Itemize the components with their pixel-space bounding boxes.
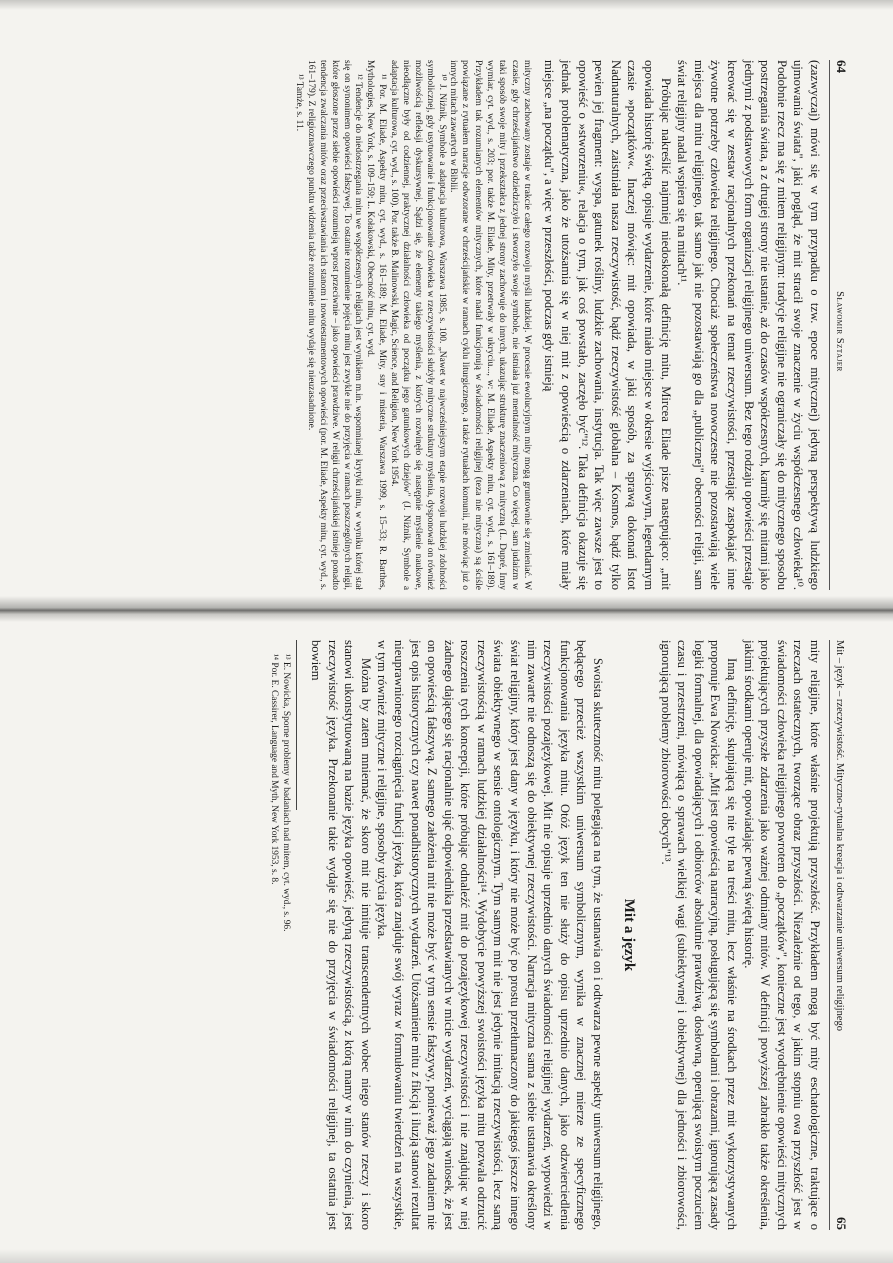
page-number: 65 [834, 1217, 849, 1230]
footnotes [292, 60, 447, 590]
page-body [307, 640, 823, 1230]
book-gutter-shadow [0, 596, 893, 622]
page-64 [48, 60, 848, 590]
footnote: ¹³ E. Nowicka, Sporne problemy w badaniach nad mitem, cyt. wyd., s. 96. [281, 654, 292, 932]
page-number: 64 [834, 60, 849, 73]
page-body [447, 60, 823, 590]
running-head: Sławomir Sztajer [834, 291, 845, 372]
footnote: ¹² Tendencje do niedostrzegania mitu we współczesnych religiach jest wynikiem m.in. wspomnianej krytyki mitu, w wyniku której stał się on synonimem opowieści fałszywej. To ostatnie rozumienie pojęcia mitu jest zwykle nie do przyjęcia w ramach poszczególnych religii, które głoszone przez siebie opowieści rozumieją wprost przeciwnie – jako opowieści prawdziwe. W religii chrześcijańskiej istnieje ponadto tendencja zwalczania mitów oraz przeciwstawiania ich stanom i nowotestamentowych opowieści (por. M. Eliade, Aspekty mitu, cyt. wyd., s. 161–179). Z religioznawczego punktu widzenia także rozumienie mitu wydaje się nieuzasadnione. [305, 60, 364, 590]
footnote-continuation: mityczny zachowany zostaje w trakcie całego rozwoju myśli ludzkiej. W procesie ewolucyjnym mity mogą gruntownie się zmieniać. W czasie, gdy chrześcijaństwo odziedziczyło i stworzyło swoje symbole, nie istniała już mentalność mityczna. Co więcej, sam judaizm w taki sposób swoje mity i przekształca z jednej strony zachowuje do innych, ukazując strukturę znaczeniową z mityczną (L. Dupré, Inny wymiar, cyt. wyd., s. 203; por. także M. Eliade, Mity, przetrwały w ukryciu..., w: M. Eliade, Aspekty mitu, cyt. wyd., s. 161–189). Przykładem tak rozumianych elementów mitycznych, które nadal funkcjonują w świadomości religijnej (teza nie mityczna) są ściśle powiązane z rytuałem narracje odwzorane w chrześcijańskie w ramach cyklu liturgicznego, a także rytuałach komunii, nie mówiąc już o innych mitach zawartych w Biblii. [448, 60, 533, 590]
page-header [829, 640, 848, 1230]
page-65 [38, 640, 848, 1230]
footnote: ¹⁰ J. Niżnik, Symbole a adaptacja kulturowa, Warszawa 1985, s. 100. „Nawet w najwcześniejszym etapie rozwoju ludzkiej zdolności symbolicznej, gdy usytuowanie i funkcjonowanie człowieka w rzeczywistości służyły mityczne struktury myślenia, dysponował on również możliwością refleksji dyskursywnej. Sądzi się, że elementy takiego myślenia, z których rozwinęło się następnie myślenie naukowe, nieodłączne były od codziennej, praktycznej działalności człowieka od początku jego gatunkowych dziejów" (J. Niżnik, Symbole a adaptacja kulturowa, cyt. wyd., s. 100). Por. także B. Malinowski, Magic, Science, and Religion, New York 1954. [389, 60, 447, 590]
paragraph: Inną definicję, skupiającą się nie tyle na treści mitu, lecz właśnie na środkach przez mit wykorzystywanych proponuje Ewa Nowicka: „Mit jest opowieścią narracyjną, posługującą się symbolami i obrazami, ignorującą zasady logiki formalnej, dla opowiadających i odbiorców absolutnie prawdziwą, dosłowną, operującą swoistym poczuciem czasu i przestrzeni, mówiącą o sprawach wielkiej wagi (subiektywnej i obiektywnej) dla jedności i zbiorowości, ignorującą problemy zbiorowości obcych"¹³. [658, 640, 740, 1230]
footnote: ¹¹ Por. M. Eliade, Aspekty mitu, cyt. wyd., s. 161–189; M. Eliade, Mity, sny i misteria, Warszawa 1999, s. 15–33; R. Barthes, Mythologies, New York, s. 109–159; L. Kołakowski, Obecność mitu, cyt. wyd. [365, 60, 388, 590]
footnote: ¹⁴ Por. E. Cassirer, Language and Myth, New York 1953, s. 8. [269, 654, 280, 885]
footnote: ¹³ Tamże, s. 11. [293, 74, 304, 132]
section-title: Mit a język [621, 898, 638, 972]
footnotes [268, 640, 292, 1230]
paragraph: mity religijne, które właśnie projektują przyszłość. Przykładem mogą być mity eschatologiczne, traktujące o rzeczach ostatecznych, tworzące obraz przyszłości. Niezależnie od tego, w jakim stopniu owa przyszłość jest w świadomości człowieka religijnego powrotem do „początków", konieczne jest wyodrębnienie opowieści mitycznych projektujących przyszłe zdarzenia jako ważnej odmiany mitów. W definicji powyższej zabrakło także określenia, jakimi środkami operuje mit, opowiadając pewną świętą historię. [741, 640, 822, 1230]
paragraph: Swoista skuteczność mitu polegająca na tym, że ustanawia on i odtwarza pewne aspekty uniwersum religijnego, będącego przecież wszystkim uniwersum symbolicznym, wynika w znacznej mierze ze specyficznego funkcjonowania języka mitu. Otóż język ten nie służy do opisu uprzednio danych, jako odzwierciedlenia rzeczywistości pozajęzykowej. Mit nie opisuje uprzednio danych świadomości religijnej wydarzeń, wypowiedzi w nim zawarte nie odnoszą się do obiektywnej rzeczywistości. Narracja mityczna sama z siebie ustanawia określony świat religijny, który jest dany w języku, i który nie może być po prostu przetłumaczony do jakiegoś jeszcze innego świata obiektywnego w sensie ontologicznym. Tym samym mit nie jest jedynie imitacją rzeczywistości, lecz samą rzeczywistością w ramach ludzkiej działalności¹⁴. Wydobycie powyższej swoistości języka mitu pozwala odrzucić roszczenia tych koncepcji, które próbując odnaleźć mit do pozajęzykowej rzeczywistości i nie znajdując w niej żadnego dającego się racjonalnie ująć odpowiednika przedstawianych w micie wydarzeń, wyciągają wniosek, że jest on opowieścią fałszywą. Z samego założenia mit nie może być w tym sensie fałszywy, ponieważ jego zadaniem nie jest opis historycznych czy nawet ponadhistorycznych wydarzeń. Utożsamienie mitu z fikcją i iluzją stanowi rezultat nieuprawnionego rozciągnięcia funkcji języka, która znajduje swój wyraz w formułowaniu twierdzeń na wszystkie, w tym również mityczne i religijne, sposoby użycia języka. [375, 640, 606, 1230]
footnote-rule [296, 640, 297, 810]
paragraph: Próbując nakreślić najmniej niedoskonałą definicję mitu, Mircea Eliade pisze następująco: „mit opowiada historię świętą, opisuje wydarzenie, które miało miejsce w okresie wyjściowym, legendarnym czasie »początków«. Inaczej mówiąc: mit opowiada, w jaki sposób, za sprawą dokonań Istot Nadnaturalnych, zaistniała nasza rzeczywistość, bądź rzeczywistość globalna – Kosmos, bądź tylko pewien jej fragment: wyspa, gatunek rośliny, ludzkie zachowania, instytucja. Tak więc zawsze jest to opowieść o »stworzeniu«, relacja o tym, jak coś powstało, zaczęło być"¹². Taka definicja okazuje się jednak problematyczna, jako że utożsamia się w niej mit z opowieścią o zdarzeniach, które miały miejsce „na początku", a więc w przeszłości, podczas gdy istnieją [542, 60, 673, 590]
scan-bottom-edge [0, 1249, 893, 1263]
page-header [829, 60, 848, 590]
scan-top-edge [0, 0, 893, 10]
running-head: Mit – język – rzeczywistość. Mityczno-rytualna kreacja i odtwarzanie uniwersum religijnego [834, 640, 845, 1031]
paragraph: (zazwyczaj) mówi się w tym przypadku o tzw. epoce mitycznej) jedyną perspektywą ludzkiego ujmowania świata", jaki pogląd, że mit stracił swoje znaczenie w życiu współczesnego człowieka¹⁰. Podobnie rzecz ma się z mitem religijnym: tradycje religijne nie ograniczały się do mitycznego sposobu postrzegania świata, a z drugiej strony nie ustanie, aż do czasów współczesnych, karmiły się mitami jako jednymi z podstawowych form organizacji religijnego uniwersum. Bez tego rodzaju opowieści przestaje kreować się w zestaw racjonalnych przekonań na temat rzeczywistości, przestając zaspokajać inne żywotne potrzeby człowieka religijnego. Chociaż społeczeństwa nowoczesne nie pozostawiają wiele miejsca dla mitu religijnego, tak samo jak nie pozostawiają go dla „publicznej" obecności religii, sam świat religijny nadal wspiera się na mitach¹¹. [675, 60, 822, 590]
paragraph: Można by zatem mniemać, że skoro mit nie imituje transcendentnych wobec niego stanów rzeczy i skoro stanowi ukonstytuowaną na bazie języka opowieść, jedyną rzeczywistością, z którą mamy w nim do czynienia, jest rzeczywistość języka. Przekonanie takie wydaje się nie do przyjęcia w świadomości religijnej, ta ostatnia jest bowiem [308, 640, 373, 1230]
